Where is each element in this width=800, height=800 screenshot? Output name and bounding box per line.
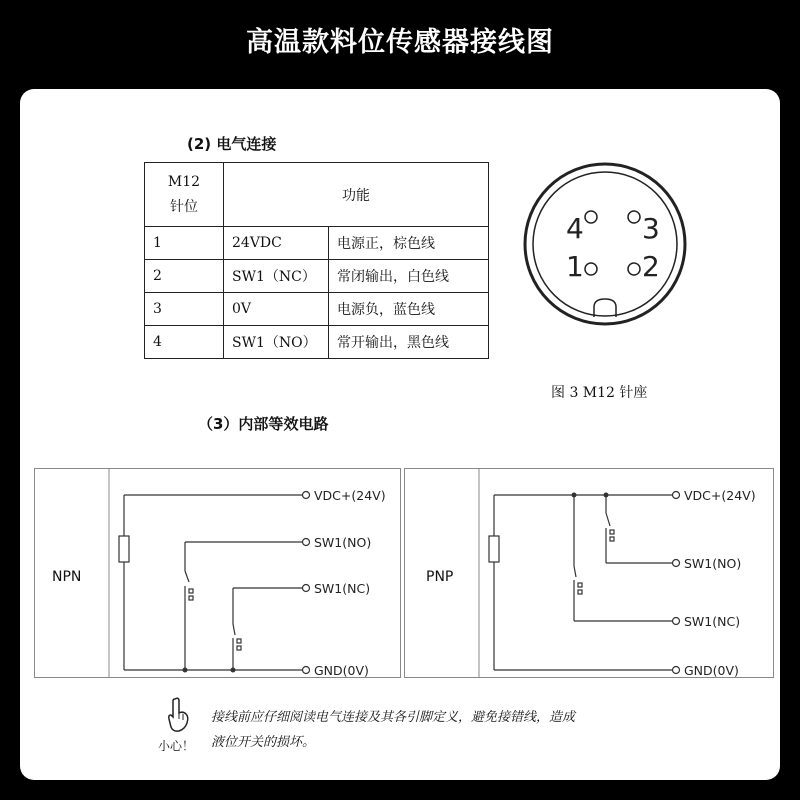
warning-label: 小心！: [158, 739, 195, 753]
connector-pin-hole-3: [628, 211, 640, 223]
table-header-row: [145, 163, 489, 227]
pnp-nc-contact-mark-2: [578, 590, 582, 594]
table-row: [145, 293, 489, 326]
pin-signal-cell: SW1（NO）: [224, 326, 329, 359]
pnp-vdc-label: VDC+(24V): [684, 488, 756, 503]
pnp-nc-terminal: [673, 618, 680, 625]
section-heading-electrical: (2) 电气连接: [187, 135, 277, 153]
npn-junction-dot: [183, 668, 188, 673]
warning-text: [211, 705, 575, 755]
page-title: 高温款料位传感器接线图: [246, 27, 554, 58]
pnp-no-contact-mark-2: [610, 537, 614, 541]
pnp-gnd-label: GND(0V): [684, 663, 739, 678]
pnp-sw-nc-label: SW1(NC): [684, 614, 741, 629]
connector-pin-hole-4: [585, 211, 597, 223]
pin-function-cell: 常闭输出，白色线: [329, 260, 489, 293]
pnp-sw-no-label: SW1(NO): [684, 556, 742, 571]
table-row: [145, 227, 489, 260]
npn-gnd-label: GND(0V): [314, 663, 369, 678]
npn-vdc-label: VDC+(24V): [314, 488, 386, 503]
pin-number-cell: 1: [145, 227, 224, 260]
table-row: [145, 326, 489, 359]
connector-pin-label-2: 2: [642, 250, 660, 283]
pnp-junction-dot: [604, 493, 609, 498]
table-header-pin-line1: M12: [167, 173, 201, 190]
pnp-circuit-diagram: [404, 468, 774, 678]
connector-caption: 图 3 M12 针座: [551, 385, 648, 401]
npn-label: NPN: [52, 569, 82, 585]
npn-gnd-terminal: [303, 667, 310, 674]
connector-outer-ring: [525, 164, 685, 324]
table-header-function: 功能: [224, 163, 489, 227]
pin-signal-cell: SW1（NC）: [224, 260, 329, 293]
pin-function-cell: 常开输出，黑色线: [329, 326, 489, 359]
npn-vdc-terminal: [303, 492, 310, 499]
npn-no-contact-mark-2: [189, 596, 193, 600]
connector-pin-label-3: 3: [642, 212, 660, 245]
pnp-gnd-terminal: [673, 667, 680, 674]
pnp-no-terminal: [673, 560, 680, 567]
connector-key-notch: [594, 299, 616, 317]
pin-table: [144, 162, 489, 359]
npn-resistor: [119, 536, 129, 562]
pin-number-cell: 2: [145, 260, 224, 293]
npn-nc-contact-mark-2: [237, 646, 241, 650]
npn-nc-terminal: [303, 585, 310, 592]
pnp-resistor: [489, 536, 499, 562]
section-heading-circuit: （3）内部等效电路: [198, 415, 329, 433]
npn-nc-switch-blade: [233, 624, 235, 635]
warning-text-line1: 接线前应仔细阅读电气连接及其各引脚定义，避免接错线，造成: [211, 710, 576, 725]
pin-signal-cell: 24VDC: [224, 227, 329, 260]
pnp-label: PNP: [426, 569, 454, 585]
npn-no-switch-blade: [185, 571, 189, 582]
pin-function-cell: 电源负，蓝色线: [329, 293, 489, 326]
pin-number-cell: 3: [145, 293, 224, 326]
hand-point-icon: [165, 697, 191, 733]
npn-no-terminal: [303, 539, 310, 546]
warning-text-line2: 液位开关的损坏。: [211, 735, 316, 750]
pin-signal-cell: 0V: [224, 293, 329, 326]
pnp-no-switch-blade: [606, 513, 610, 526]
connector-pin-hole-2: [628, 263, 640, 275]
m12-connector-diagram: [522, 157, 692, 337]
npn-circuit-diagram: [34, 468, 401, 678]
pnp-nc-switch-blade: [574, 566, 576, 577]
table-header-pin: [145, 163, 224, 227]
npn-nc-contact-mark: [237, 639, 241, 643]
pnp-junction-dot: [572, 493, 577, 498]
pnp-no-contact-mark: [610, 530, 614, 534]
npn-junction-dot: [231, 668, 236, 673]
pin-number-cell: 4: [145, 326, 224, 359]
table-header-pin-line2: 针位: [170, 198, 198, 215]
table-row: [145, 260, 489, 293]
npn-sw-no-label: SW1(NO): [314, 535, 372, 550]
content-card: [20, 89, 780, 780]
pnp-nc-contact-mark: [578, 583, 582, 587]
connector-pin-hole-1: [585, 263, 597, 275]
pnp-vdc-terminal: [673, 492, 680, 499]
npn-no-contact-mark: [189, 589, 193, 593]
connector-pin-label-4: 4: [566, 212, 584, 245]
connector-pin-label-1: 1: [566, 250, 584, 283]
pin-function-cell: 电源正，棕色线: [329, 227, 489, 260]
npn-sw-nc-label: SW1(NC): [314, 581, 371, 596]
